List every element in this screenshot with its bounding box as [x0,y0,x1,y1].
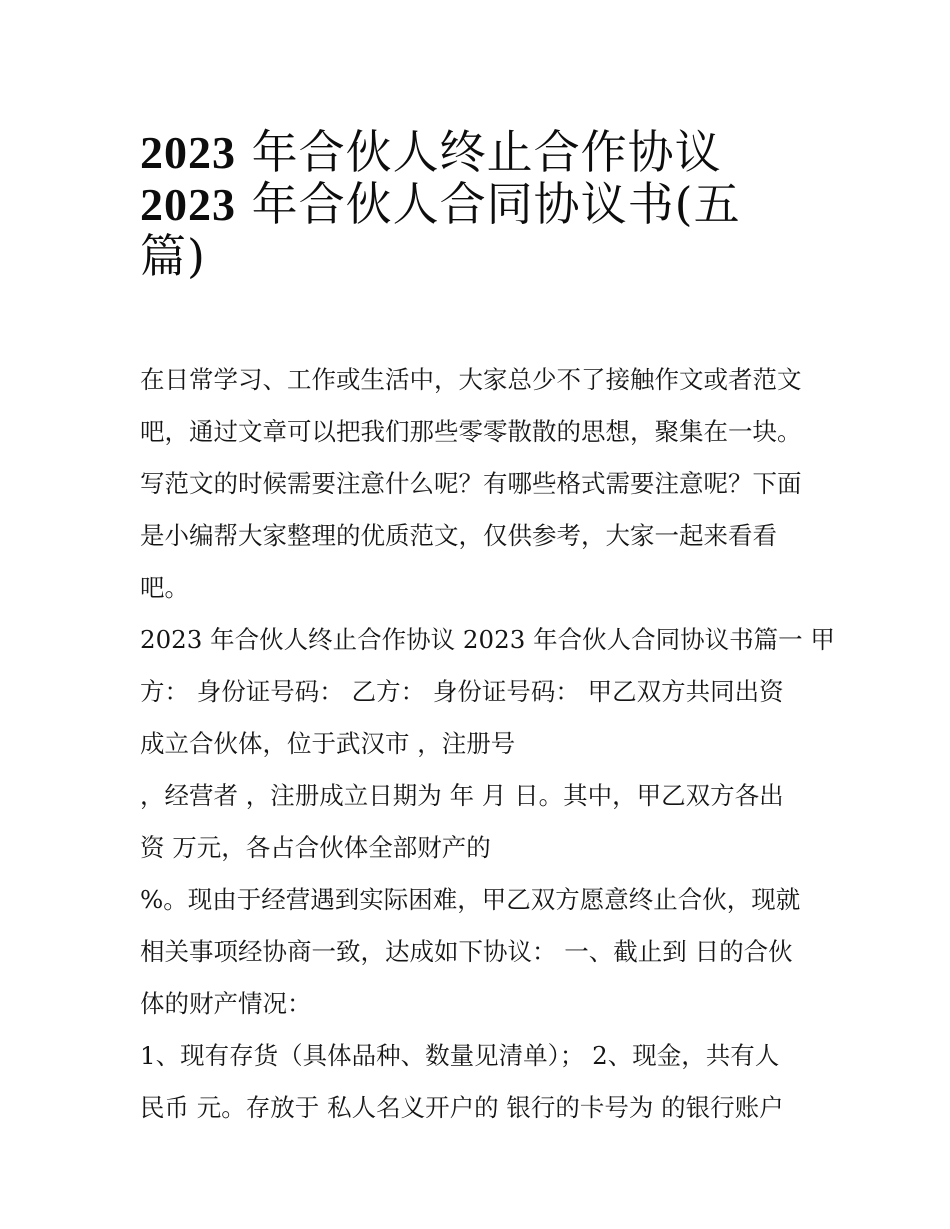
title-line [140,112,820,179]
text-line: 吧，通过文章可以把我们那些零零散散的思想，聚集在一块。 [140,417,802,446]
title-text: 篇) [140,229,206,283]
text-line: 方： 身份证号码： 乙方： 身份证号码： 甲乙双方共同出资 [140,677,784,706]
text-line: 资 万元，各占合伙体全部财产的 [140,833,491,862]
title-year: 2023 [140,179,236,230]
text-line: %。现由于经营遇到实际困难，甲乙双方愿意终止合伙，现就 [140,885,801,914]
title-year: 2023 [140,127,236,178]
text-line: ，经营者 ，注册成立日期为 年 月 日。其中，甲乙双方各出 [140,781,784,810]
document-title [140,112,820,283]
text-line: 吧。 [140,573,189,602]
text-line: 相关事项经协商一致，达成如下协议： 一、截止到 日的合伙 [140,937,793,966]
title-line [140,164,820,231]
title-text: 年合伙人终止合作协议 [236,125,722,179]
document-body [140,354,835,1134]
title-text: 年合伙人合同协议书(五 [236,177,741,231]
text-line: 写范文的时候需要注意什么呢？有哪些格式需要注意呢？下面 [140,469,802,498]
intro-paragraph [140,354,820,614]
text-line: 在日常学习、工作或生活中，大家总少不了接触作文或者范文 [140,365,802,394]
text-line: 民币 元。存放于 私人名义开户的 银行的卡号为 的银行账户 [140,1093,784,1122]
text-line: 是小编帮大家整理的优质范文，仅供参考，大家一起来看看 [140,521,777,550]
text-line: 2023 年合伙人终止合作协议 2023 年合伙人合同协议书篇一 甲 [140,625,835,654]
text-line: 成立合伙体，位于武汉市 ，注册号 [140,729,516,758]
text-line: 1、现有存货（具体品种、数量见清单）； 2、现金，共有人 [140,1041,780,1070]
text-line: 体的财产情况： [140,989,312,1018]
agreement-paragraph [140,614,835,1134]
